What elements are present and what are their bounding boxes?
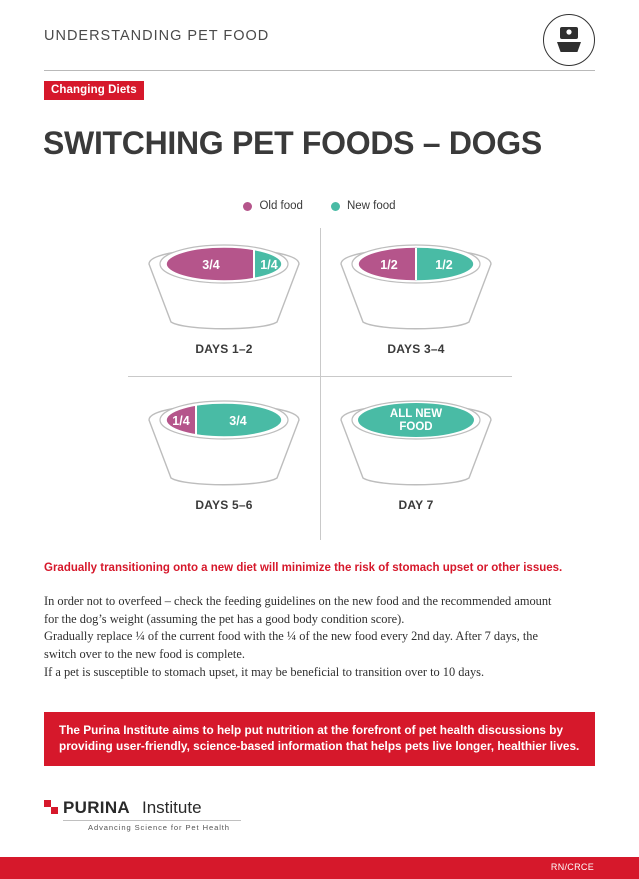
bowl-new-fraction-days-5-6: 3/4 (229, 414, 247, 428)
bowl-label-days-1-2: DAYS 1–2 (195, 342, 253, 356)
bowl-cell-days-3-4 (320, 228, 512, 376)
body-paragraph-3: If a pet is susceptible to stomach upset, it may be beneficial to transition over to 10 days. (44, 665, 485, 679)
header (44, 14, 595, 66)
footer-bar (0, 857, 639, 879)
header-divider (44, 70, 595, 71)
bowl-svg-days-3-4 (335, 234, 497, 334)
legend-label-old: Old food (259, 200, 303, 212)
page-title: SWITCHING PET FOODS – DOGS (43, 125, 542, 161)
bowl-old-fraction-days-1-2: 3/4 (202, 258, 220, 272)
bowl-new-fraction-days-1-2: 1/4 (260, 258, 278, 272)
purina-logo-divider (63, 820, 241, 821)
bowl-illustration-days-5-6 (143, 390, 305, 490)
footer-code: RN/CRCE (550, 862, 594, 872)
pet-bowl-icon-svg (555, 25, 583, 55)
category-tag: Changing Diets (44, 81, 144, 100)
page-header-title: UNDERSTANDING PET FOOD (44, 28, 270, 44)
body-paragraph-1: In order not to overfeed – check the feeding guidelines on the new food and the recommended amount for the dog’s weight (assuming the pet has a good body condition score). (44, 594, 552, 626)
bowl-new-fraction-days-3-4: 1/2 (435, 258, 453, 272)
legend-item-old-food (243, 200, 302, 212)
lead-text: Gradually transitioning onto a new diet will minimize the risk of stomach upset or other issues. (44, 562, 563, 574)
body-paragraph-2: Gradually replace ¼ of the current food with the ¼ of the new food every 2nd day. After 7 days, the switch over to the new food is complete. (44, 629, 538, 661)
grid-horizontal-divider (128, 376, 512, 377)
callout-banner: The Purina Institute aims to help put nutrition at the forefront of pet health discussions by providing user-friendly, science-based information that helps pets live longer, healthier lives. (44, 712, 595, 766)
purina-checkerboard-icon (44, 800, 58, 814)
purina-sub-brand: Institute (142, 798, 202, 817)
legend-item-new-food (331, 200, 396, 212)
bowl-label-days-5-6: DAYS 5–6 (195, 498, 253, 512)
purina-brand-name: PURINA (63, 798, 130, 817)
bowl-illustration-day-7 (335, 390, 497, 490)
bowl-old-fraction-days-3-4: 1/2 (380, 258, 398, 272)
bowl-svg-day-7 (335, 390, 497, 490)
legend-dot-icon-old (243, 202, 252, 211)
bowl-old-fraction-days-5-6: 1/4 (172, 414, 190, 428)
pet-bowl-icon (543, 14, 595, 66)
bowl-illustration-days-1-2 (143, 234, 305, 334)
purina-institute-logo (44, 798, 294, 840)
bowl-cell-days-1-2 (128, 228, 320, 376)
bowl-svg-days-5-6 (143, 390, 305, 490)
bowl-label-days-3-4: DAYS 3–4 (387, 342, 445, 356)
bowl-cell-day-7 (320, 384, 512, 532)
bowl-all-new-line2: FOOD (399, 421, 433, 433)
bowl-svg-days-1-2 (143, 234, 305, 334)
bowl-label-day-7: DAY 7 (398, 498, 434, 512)
bowl-grid (128, 228, 512, 540)
bowl-all-new-line1: ALL NEW (389, 408, 443, 420)
legend-label-new: New food (346, 200, 396, 212)
legend-dot-icon-new (331, 202, 340, 211)
purina-tagline: Advancing Science for Pet Health (88, 823, 230, 832)
legend (0, 200, 639, 212)
bowl-illustration-days-3-4 (335, 234, 497, 334)
bowl-cell-days-5-6 (128, 384, 320, 532)
